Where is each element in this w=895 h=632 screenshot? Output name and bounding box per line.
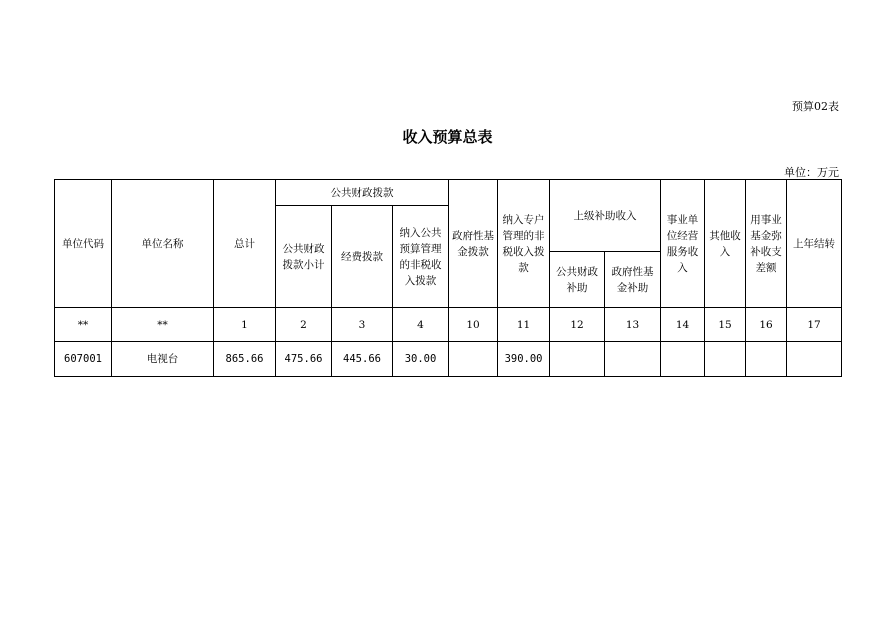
header-nontax-budget: 纳入公共预算管理的非税收入拨款 [393, 206, 449, 308]
index-cell: 15 [705, 308, 746, 342]
header-total: 总计 [214, 180, 276, 308]
index-cell: 11 [498, 308, 550, 342]
index-cell: 12 [550, 308, 605, 342]
header-gov-fund: 政府性基金拨款 [449, 180, 498, 308]
header-fund-offset: 用事业基金弥补收支差额 [746, 180, 787, 308]
header-unit-code: 单位代码 [55, 180, 112, 308]
index-cell: 1 [214, 308, 276, 342]
cell-unit-code: 607001 [55, 342, 112, 377]
cell-unit-name: 电视台 [112, 342, 214, 377]
header-operating-funds: 经费拨款 [332, 206, 393, 308]
cell-carryover [787, 342, 842, 377]
header-special-nontax: 纳入专户管理的非税收入拨款 [498, 180, 550, 308]
cell-other-income [705, 342, 746, 377]
unit-label: 单位：万元 [784, 166, 839, 179]
cell-superior-gov-fund [605, 342, 661, 377]
index-cell: 3 [332, 308, 393, 342]
cell-special-nontax: 390.00 [498, 342, 550, 377]
index-cell: 2 [276, 308, 332, 342]
header-public-finance-subtotal: 公共财政拨款小计 [276, 206, 332, 308]
cell-gov-fund [449, 342, 498, 377]
index-cell: 4 [393, 308, 449, 342]
cell-operating-funds: 445.66 [332, 342, 393, 377]
header-superior-subsidy: 上级补助收入 [550, 180, 661, 252]
header-superior-public: 公共财政补助 [550, 252, 605, 308]
header-superior-gov-fund: 政府性基金补助 [605, 252, 661, 308]
index-cell: 17 [787, 308, 842, 342]
cell-fund-offset [746, 342, 787, 377]
header-unit-name: 单位名称 [112, 180, 214, 308]
page-title: 收入预算总表 [402, 128, 493, 146]
index-row [55, 308, 842, 342]
header-other-income: 其他收入 [705, 180, 746, 308]
cell-superior-public [550, 342, 605, 377]
cell-total: 865.66 [214, 342, 276, 377]
index-cell: 16 [746, 308, 787, 342]
header-service-income: 事业单位经营服务收入 [661, 180, 705, 308]
index-cell: 13 [605, 308, 661, 342]
header-carryover: 上年结转 [787, 180, 842, 308]
table-row [55, 342, 842, 377]
header-public-finance: 公共财政拨款 [276, 180, 449, 206]
index-cell: 10 [449, 308, 498, 342]
cell-public-finance-subtotal: 475.66 [276, 342, 332, 377]
form-number: 预算02表 [792, 100, 839, 113]
index-cell: ** [55, 308, 112, 342]
cell-service-income [661, 342, 705, 377]
index-cell: 14 [661, 308, 705, 342]
income-budget-table [54, 179, 842, 377]
cell-nontax-budget: 30.00 [393, 342, 449, 377]
index-cell: ** [112, 308, 214, 342]
